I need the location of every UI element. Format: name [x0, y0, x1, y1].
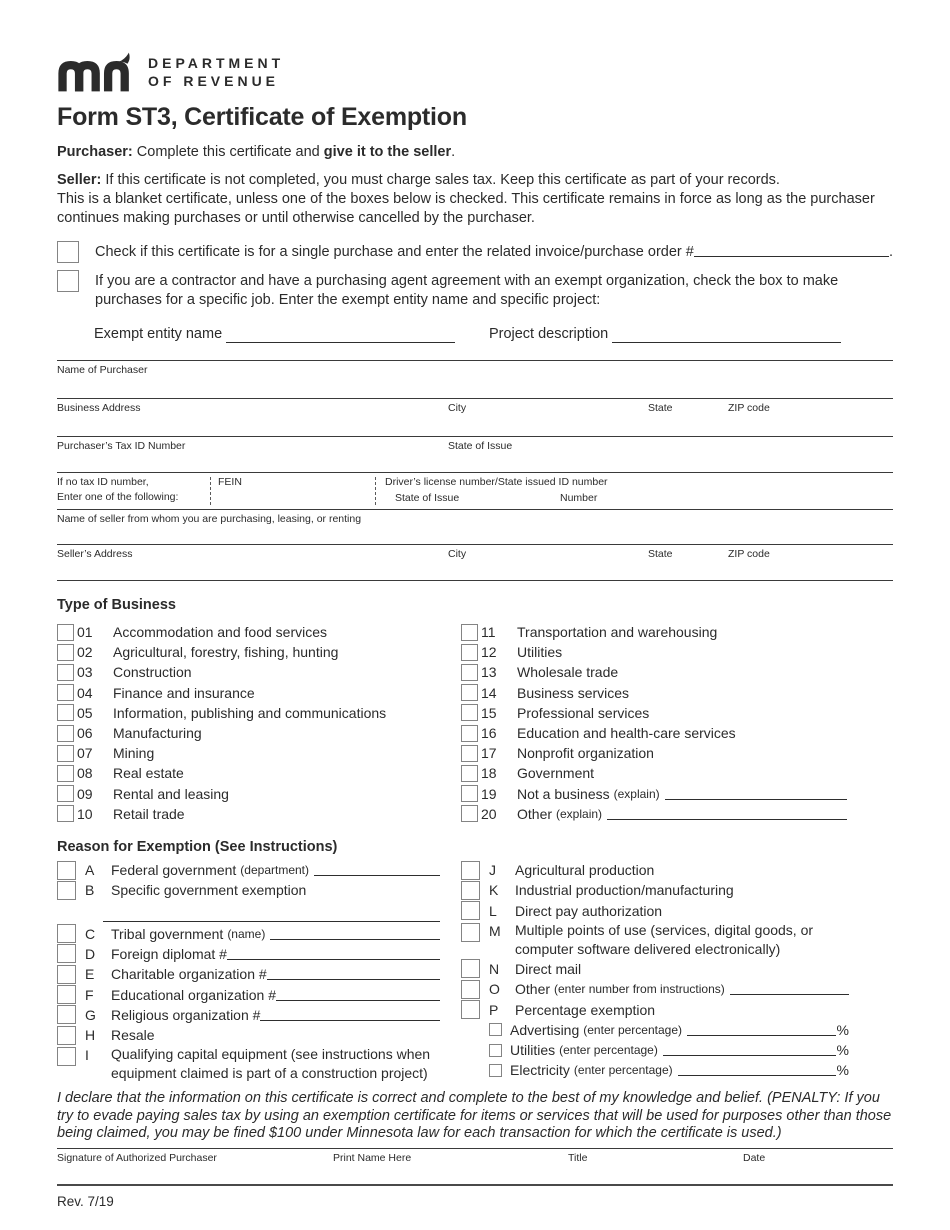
other-business-explain-line[interactable] — [607, 808, 847, 820]
tob-checkbox-18[interactable] — [461, 765, 478, 782]
if-no-tax-id-label-1: If no tax ID number, — [57, 476, 149, 488]
tob-checkbox-05[interactable] — [57, 704, 74, 721]
tob-item-12: 12 Utilities — [461, 642, 851, 662]
tob-item-06: 06 Manufacturing — [57, 723, 461, 743]
tob-checkbox-15[interactable] — [461, 704, 478, 721]
advertising-checkbox[interactable] — [489, 1023, 502, 1036]
reason-item-L: L Direct pay authorization — [461, 900, 849, 920]
tob-checkbox-20[interactable] — [461, 805, 478, 822]
reason-item-I: I Qualifying capital equipment (see instructions when equipment claimed is part of a construction project) — [57, 1045, 440, 1083]
tob-item-15: 15 Professional services — [461, 703, 851, 723]
tob-checkbox-07[interactable] — [57, 745, 74, 762]
print-name-label: Print Name Here — [333, 1151, 412, 1164]
single-purchase-row: Check if this certificate is for a single purchase and enter the related invoice/purchase order # . — [57, 241, 893, 263]
utilities-checkbox[interactable] — [489, 1044, 502, 1057]
advertising-percentage-line[interactable] — [687, 1024, 836, 1036]
reason-item-G: G Religious organization # — [57, 1005, 440, 1025]
tribal-name-input-line[interactable] — [270, 928, 440, 940]
electricity-percentage-line[interactable] — [678, 1064, 836, 1076]
reason-checkbox-E[interactable] — [57, 965, 76, 984]
signature-label: Signature of Authorized Purchaser — [57, 1151, 217, 1164]
revision-label: Rev. 7/19 — [57, 1193, 114, 1209]
reason-item-C: C Tribal government (name) — [57, 923, 440, 943]
footer-divider — [57, 1184, 893, 1186]
percentage-item-utilities: Utilities (enter percentage) % — [461, 1040, 849, 1060]
seller-label: Seller: — [57, 172, 102, 188]
header — [57, 50, 893, 94]
reason-item-B: B Specific government exemption — [57, 880, 440, 900]
signature-row[interactable] — [57, 1148, 893, 1184]
license-divider — [375, 477, 376, 505]
tob-checkbox-03[interactable] — [57, 664, 74, 681]
seller-name-label: Name of seller from whom you are purchasing, leasing, or renting — [57, 513, 362, 525]
single-purchase-text: Check if this certificate is for a single purchase and enter the related invoice/purchase order # — [95, 244, 694, 260]
other-exemption-number-line[interactable] — [730, 983, 849, 995]
tax-id-label: Purchaser’s Tax ID Number — [57, 440, 186, 452]
type-of-business-heading: Type of Business — [57, 597, 176, 613]
exempt-entity-label: Exempt entity name — [94, 326, 223, 342]
business-address-field[interactable] — [57, 398, 893, 436]
if-no-tax-id-label-2: Enter one of the following: — [57, 491, 179, 503]
reason-checkbox-L[interactable] — [461, 901, 480, 920]
purchaser-info-table — [57, 360, 893, 581]
page-title: Form ST3, Certificate of Exemption — [57, 103, 467, 131]
reason-item-K: K Industrial production/manufacturing — [461, 880, 849, 900]
reason-for-exemption-list — [57, 860, 893, 1083]
state-label: State — [648, 402, 673, 414]
type-of-business-list — [57, 622, 893, 824]
tob-checkbox-16[interactable] — [461, 725, 478, 742]
fein-label: FEIN — [218, 476, 242, 488]
tob-checkbox-10[interactable] — [57, 805, 74, 822]
tob-checkbox-11[interactable] — [461, 624, 478, 641]
federal-department-input-line[interactable] — [314, 864, 440, 876]
seller-address-label: Seller’s Address — [57, 548, 133, 560]
reason-item-N: N Direct mail — [461, 959, 849, 979]
tob-checkbox-14[interactable] — [461, 684, 478, 701]
seller-city-label: City — [448, 548, 467, 560]
tob-checkbox-04[interactable] — [57, 684, 74, 701]
seller-instruction: Seller: If this certificate is not completed, you must charge sales tax. Keep this certificate as part of your records. — [57, 172, 780, 188]
reason-item-H: H Resale — [57, 1025, 440, 1045]
tob-item-17: 17 Nonprofit organization — [461, 743, 851, 763]
agency-name — [148, 54, 284, 90]
percentage-item-electricity: Electricity (enter percentage) % — [461, 1060, 849, 1080]
tob-checkbox-19[interactable] — [461, 785, 478, 802]
reason-checkbox-I[interactable] — [57, 1047, 76, 1066]
tob-item-08: 08 Real estate — [57, 763, 461, 783]
invoice-number-input-line[interactable] — [694, 243, 889, 257]
tob-item-07: 07 Mining — [57, 743, 461, 763]
seller-name-field[interactable] — [57, 509, 893, 544]
tob-checkbox-09[interactable] — [57, 785, 74, 802]
reason-item-A: A Federal government (department) — [57, 860, 440, 880]
contractor-text: If you are a contractor and have a purchasing agent agreement with an exempt organization, check the box to make purchases for a specific job. Enter the exempt entity name and specific project: — [95, 273, 839, 308]
seller-state-label: State — [648, 548, 673, 560]
fein-divider — [210, 477, 211, 505]
give-to-seller-bold: give it to the seller — [323, 144, 452, 160]
reason-checkbox-K[interactable] — [461, 881, 480, 900]
seller-zip-label: ZIP code — [728, 548, 770, 560]
project-description-input-line[interactable] — [612, 329, 841, 343]
not-a-business-explain-line[interactable] — [665, 788, 847, 800]
specific-exemption-row — [57, 913, 440, 923]
purchaser-label: Purchaser: — [57, 144, 133, 160]
tob-item-16: 16 Education and health-care services — [461, 723, 851, 743]
reason-item-D: D Foreign diplomat # — [57, 944, 440, 964]
reason-checkbox-A[interactable] — [57, 861, 76, 880]
tob-item-13: 13 Wholesale trade — [461, 662, 851, 682]
tob-item-19: 19 Not a business (explain) — [461, 784, 851, 804]
contractor-row — [57, 270, 893, 310]
declaration-text: I declare that the information on this certificate is correct and complete to the best of my knowledge and belief. (PENALTY: If you try to evade paying sales tax by using an exemption certificate for items or services that will be used for purposes other than those being claimed, you may be fined $100 under Minnesota law for each transaction for which the certificate is used.) — [57, 1090, 892, 1142]
reason-checkbox-O[interactable] — [461, 980, 480, 999]
tob-item-14: 14 Business services — [461, 683, 851, 703]
seller-address-field[interactable] — [57, 544, 893, 581]
reason-checkbox-G[interactable] — [57, 1005, 76, 1024]
tax-id-field[interactable] — [57, 436, 893, 472]
drivers-license-label: Driver’s license number/State issued ID number — [385, 476, 608, 488]
reason-item-O: O Other (enter number from instructions) — [461, 979, 849, 999]
tob-item-18: 18 Government — [461, 763, 851, 783]
reason-checkbox-H[interactable] — [57, 1026, 76, 1045]
contractor-checkbox[interactable] — [57, 270, 79, 292]
name-of-purchaser-label: Name of Purchaser — [57, 364, 148, 376]
date-label: Date — [743, 1151, 766, 1164]
tob-item-20: 20 Other (explain) — [461, 804, 851, 824]
reason-for-exemption-heading: Reason for Exemption (See Instructions) — [57, 838, 338, 855]
tob-item-02: 02 Agricultural, forestry, fishing, hunting — [57, 642, 461, 662]
tob-item-11: 11 Transportation and warehousing — [461, 622, 851, 642]
title-label: Title — [568, 1151, 588, 1164]
single-purchase-checkbox[interactable] — [57, 241, 79, 263]
percentage-item-advertising: Advertising (enter percentage) % — [461, 1020, 849, 1040]
reason-item-M: M Multiple points of use (services, digital goods, or computer software delivered electronically) — [461, 921, 849, 959]
reason-checkbox-N[interactable] — [461, 959, 480, 978]
tob-checkbox-06[interactable] — [57, 725, 74, 742]
tob-checkbox-02[interactable] — [57, 644, 74, 661]
tob-checkbox-08[interactable] — [57, 765, 74, 782]
license-number-label: Number — [560, 492, 598, 504]
city-label: City — [448, 402, 467, 414]
religious-org-number-line[interactable] — [260, 1009, 440, 1021]
tob-item-05: 05 Information, publishing and communications — [57, 703, 461, 723]
foreign-diplomat-number-line[interactable] — [227, 948, 440, 960]
no-tax-id-field[interactable] — [57, 472, 893, 509]
tob-checkbox-12[interactable] — [461, 644, 478, 661]
reason-checkbox-F[interactable] — [57, 985, 76, 1004]
electricity-checkbox[interactable] — [489, 1064, 502, 1077]
exempt-entity-input-line[interactable] — [226, 329, 455, 343]
zip-code-label: ZIP code — [728, 402, 770, 414]
reason-checkbox-B[interactable] — [57, 881, 76, 900]
exempt-entity-row — [94, 326, 841, 343]
reason-checkbox-M[interactable] — [461, 923, 480, 942]
purchaser-instruction: Purchaser: Complete this certificate and give it to the seller. — [57, 144, 456, 160]
tob-checkbox-13[interactable] — [461, 664, 478, 681]
reason-checkbox-P[interactable] — [461, 1000, 480, 1019]
utilities-percentage-line[interactable] — [663, 1044, 836, 1056]
tob-item-03: 03 Construction — [57, 662, 461, 682]
tob-item-09: 09 Rental and leasing — [57, 784, 461, 804]
reason-checkbox-C[interactable] — [57, 924, 76, 943]
tob-item-10: 10 Retail trade — [57, 804, 461, 824]
state-of-issue-label: State of Issue — [448, 440, 513, 452]
educational-org-number-line[interactable] — [276, 989, 440, 1001]
reason-item-P: P Percentage exemption — [461, 999, 849, 1019]
project-description-label: Project description — [488, 326, 609, 342]
reason-item-F: F Educational organization # — [57, 984, 440, 1004]
reason-item-J: J Agricultural production — [461, 860, 849, 880]
reason-checkbox-D[interactable] — [57, 944, 76, 963]
tob-checkbox-17[interactable] — [461, 745, 478, 762]
agency-line2: OF REVENUE — [148, 73, 280, 89]
tob-item-01: 01 Accommodation and food services — [57, 622, 461, 642]
mn-state-logo-icon — [57, 50, 133, 94]
blanket-certificate-note: This is a blanket certificate, unless one of the boxes below is checked. This certificate remains in force as long as the purchaser continues making purchases or until otherwise cancelled by the purchaser. — [57, 191, 875, 226]
agency-line1: DEPARTMENT — [148, 54, 285, 71]
reason-item-E: E Charitable organization # — [57, 964, 440, 984]
charitable-org-number-line[interactable] — [267, 968, 440, 980]
business-address-label: Business Address — [57, 402, 141, 414]
tob-checkbox-01[interactable] — [57, 624, 74, 641]
specific-exemption-input-line[interactable] — [103, 913, 440, 922]
name-of-purchaser-field[interactable] — [57, 360, 893, 398]
license-state-of-issue-label: State of Issue — [395, 492, 460, 504]
reason-checkbox-J[interactable] — [461, 861, 480, 880]
tob-item-04: 04 Finance and insurance — [57, 683, 461, 703]
